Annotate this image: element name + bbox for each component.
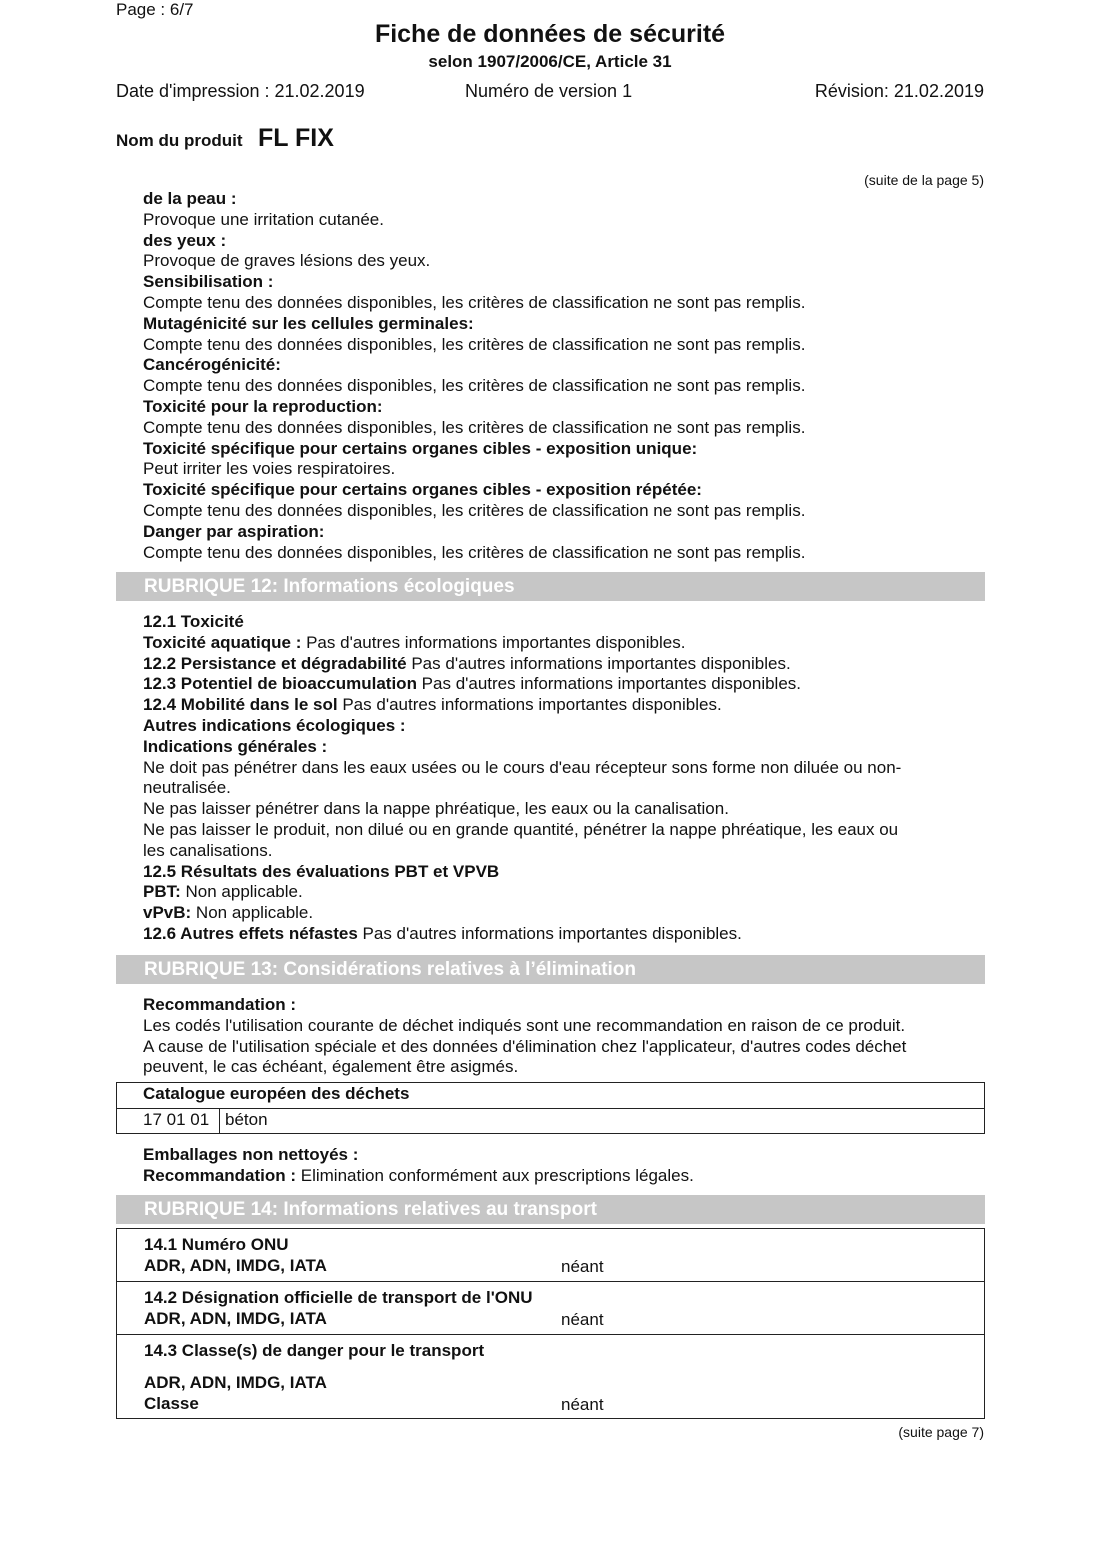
mutagenicity-heading: Mutagénicité sur les cellules germinales:: [143, 313, 474, 333]
pbt-row: [143, 882, 984, 903]
toxicity-heading: 12.1 Toxicité: [143, 612, 244, 631]
recommendation-heading: Recommandation :: [143, 995, 297, 1014]
stot-repeated-heading: Toxicité spécifique pour certains organes cibles - exposition répétée:: [143, 480, 702, 500]
persistence: [143, 654, 984, 675]
aquatic-toxicity: [143, 633, 984, 654]
section-12-header: RUBRIQUE 12: Informations écologiques: [116, 572, 985, 601]
eyes-text: Provoque de graves lésions des yeux.: [143, 251, 431, 271]
sensitisation-text: Compte tenu des données disponibles, les critères de classification ne sont pas remplis.: [143, 292, 806, 312]
pbt-value: Non applicable.: [180, 882, 303, 902]
other-eco-heading: Autres indications écologiques :: [143, 715, 406, 735]
soil-mobility-label: 12.4 Mobilité dans le sol: [143, 695, 338, 715]
eyes-heading: des yeux :: [143, 230, 227, 250]
persistence-value: Pas d'autres informations importantes disponibles.: [406, 653, 791, 673]
aspiration-heading: Danger par aspiration:: [143, 521, 325, 541]
toxicology-block: [143, 189, 984, 563]
recommendation-text-3: peuvent, le cas échéant, également être asigmés.: [143, 1057, 519, 1077]
carcinogenicity-text: Compte tenu des données disponibles, les critères de classification ne sont pas remplis.: [143, 376, 806, 396]
mutagenicity-text: Compte tenu des données disponibles, les critères de classification ne sont pas remplis.: [143, 334, 806, 354]
bioaccumulation-value: Pas d'autres informations importantes disponibles.: [416, 674, 802, 694]
pbt-vpvb-heading: 12.5 Résultats des évaluations PBT et VPVB: [143, 861, 500, 881]
packaging-heading: Emballages non nettoyés :: [143, 1145, 359, 1164]
sensitisation-heading: Sensibilisation :: [143, 272, 274, 292]
soil-mobility: [143, 695, 984, 716]
waste-catalogue-row: [117, 1109, 984, 1133]
hazard-class-label: Classe: [144, 1394, 199, 1413]
continued-on: (suite page 7): [898, 1424, 984, 1440]
section-12-body: [143, 612, 984, 945]
un-number-value: néant: [561, 1257, 604, 1276]
print-date: Date d'impression : 21.02.2019: [116, 81, 365, 101]
vpvb-value: Non applicable.: [191, 903, 314, 923]
shipping-name-value: néant: [561, 1310, 604, 1329]
general-text-3a: Ne pas laisser le produit, non dilué ou en grande quantité, pénétrer la nappe phréatique, les eaux ou: [143, 819, 899, 839]
vpvb-label: vPvB:: [143, 903, 192, 923]
aquatic-label: Toxicité aquatique :: [143, 632, 302, 652]
un-number-modes: ADR, ADN, IMDG, IATA: [144, 1256, 327, 1275]
hazard-class-modes: ADR, ADN, IMDG, IATA: [144, 1373, 327, 1392]
general-text-1b: neutralisée.: [143, 778, 231, 798]
stot-single-heading: Toxicité spécifique pour certains organes cibles - exposition unique:: [143, 438, 698, 458]
document-subtitle: selon 1907/2006/CE, Article 31: [428, 52, 672, 71]
product-label: Nom du produit: [116, 131, 243, 150]
un-number-heading: 14.1 Numéro ONU: [144, 1235, 289, 1254]
packaging-rec-value: Elimination conformément aux prescriptions légales.: [296, 1165, 694, 1185]
skin-heading: de la peau :: [143, 189, 237, 208]
continued-from: (suite de la page 5): [864, 172, 984, 188]
general-heading: Indications générales :: [143, 736, 328, 756]
page-number: Page : 6/7: [116, 0, 194, 19]
product-name: FL FIX: [258, 124, 334, 152]
shipping-name-block: [117, 1282, 984, 1335]
section-14-header: RUBRIQUE 14: Informations relatives au transport: [116, 1195, 985, 1224]
aquatic-value: Pas d'autres informations importantes disponibles.: [301, 632, 686, 652]
transport-table: [116, 1228, 985, 1419]
reproduction-heading: Toxicité pour la reproduction:: [143, 396, 383, 416]
recommendation-text-1: Les codés l'utilisation courante de déchet indiqués sont une recommandation en raison de ce produit.: [143, 1015, 906, 1035]
un-number-block: [117, 1229, 984, 1282]
carcinogenicity-heading: Cancérogénicité:: [143, 355, 281, 375]
skin-text: Provoque une irritation cutanée.: [143, 209, 384, 229]
hazard-class-heading: 14.3 Classe(s) de danger pour le transport: [144, 1341, 485, 1360]
persistence-label: 12.2 Persistance et dégradabilité: [143, 653, 407, 673]
pbt-label: PBT:: [143, 882, 181, 902]
soil-mobility-value: Pas d'autres informations importantes disponibles.: [337, 695, 722, 715]
waste-catalogue-heading: Catalogue européen des déchets: [117, 1083, 984, 1109]
stot-single-text: Peut irriter les voies respiratoires.: [143, 459, 396, 479]
general-text-3b: les canalisations.: [143, 840, 273, 860]
document-title: Fiche de données de sécurité: [374, 20, 726, 48]
hazard-class-block: [117, 1335, 984, 1418]
waste-description: béton: [225, 1110, 268, 1129]
shipping-name-heading: 14.2 Désignation officielle de transport de l'ONU: [144, 1288, 533, 1307]
version-number: Numéro de version 1: [465, 81, 633, 101]
shipping-name-modes: ADR, ADN, IMDG, IATA: [144, 1309, 327, 1328]
other-effects-value: Pas d'autres informations importantes disponibles.: [357, 923, 742, 943]
hazard-class-value: néant: [561, 1395, 604, 1414]
other-effects-label: 12.6 Autres effets néfastes: [143, 923, 358, 943]
waste-code: 17 01 01: [117, 1109, 220, 1133]
stot-repeated-text: Compte tenu des données disponibles, les critères de classification ne sont pas remplis.: [143, 500, 806, 520]
section-13-body: [143, 995, 984, 1078]
vpvb-row: [143, 903, 984, 924]
general-text-2: Ne pas laisser pénétrer dans la nappe phréatique, les eaux ou la canalisation.: [143, 799, 729, 819]
packaging-rec-label: Recommandation :: [143, 1165, 297, 1185]
bioaccumulation: [143, 674, 984, 695]
other-effects: [143, 924, 984, 945]
reproduction-text: Compte tenu des données disponibles, les critères de classification ne sont pas remplis.: [143, 417, 806, 437]
revision-date: Révision: 21.02.2019: [814, 81, 984, 101]
bioaccumulation-label: 12.3 Potentiel de bioaccumulation: [143, 674, 417, 694]
packaging-block: [143, 1145, 984, 1187]
general-text-1a: Ne doit pas pénétrer dans les eaux usées ou le cours d'eau récepteur sons forme non diluée ou non-: [143, 757, 902, 777]
recommendation-text-2: A cause de l'utilisation spéciale et des données d'élimination chez l'applicateur, d'autres codes déchet: [143, 1036, 907, 1056]
section-13-header: RUBRIQUE 13: Considérations relatives à l’élimination: [116, 955, 985, 984]
waste-catalogue-table: [116, 1082, 985, 1134]
aspiration-text: Compte tenu des données disponibles, les critères de classification ne sont pas remplis.: [143, 542, 806, 562]
packaging-recommendation: [143, 1166, 984, 1187]
